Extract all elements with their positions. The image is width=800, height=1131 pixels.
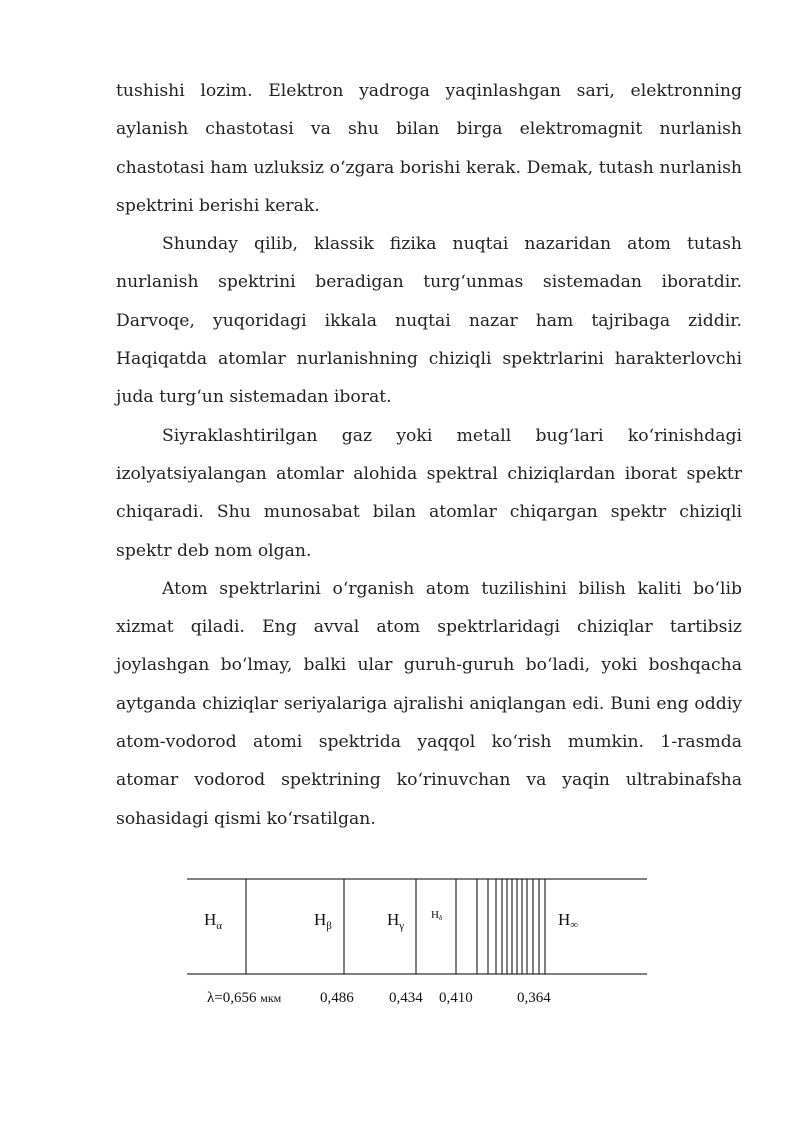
label-h-beta: $H_\beta$	[314, 910, 332, 932]
wavelength-label-410: 0,410	[439, 990, 473, 1006]
paragraph-2: Shunday qilib, klassik fizika nuqtai nazaridan atom tutash nurlanish spektrini beradigan turg‘unmas sistemadan iboratdir. Darvoqe, yuqoridagi ikkala nuqtai nazar ham tajribaga ziddir. Haqiqatda atomlar nurlanishning chiziqli spektrlarini harakterlovchi juda turg‘un sistemadan iborat.	[116, 234, 742, 408]
paragraph-4: Atom spektrlarini o‘rganish atom tuzilishini bilish kaliti bo‘lib xizmat qiladi. Eng avval atom spektrlaridagi chiziqlar tartibsiz joylashgan bo‘lmay, balki ular guruh-guruh bo‘ladi, yoki boshqacha aytganda chiziqlar seriyalariga ajralishi aniqlangan edi. Buni eng oddiy atom-vodorod atomi spektrida yaqqol ko‘rish mumkin. 1-rasmda atomar vodorod spektrining ko‘rinuvchan va yaqin ultrabinafsha sohasidagi qismi ko‘rsatilgan.	[116, 578, 742, 829]
wavelength-label-434: 0,434	[389, 990, 423, 1006]
wavelength-label-656: λ=0,656 мкм	[207, 990, 282, 1006]
wavelength-label-486: 0,486	[320, 990, 354, 1006]
label-h-alpha: $H_\alpha$	[204, 910, 223, 932]
paragraph-3: Siyraklashtirilgan gaz yoki metall bug‘lari ko‘rinishdagi izolyatsiyalangan atomlar alohida spektral chiziqlardan iborat spektr chiqaradi. Shu munosabat bilan atomlar chiqargan spektr chiziqli spektr deb nom olgan.	[116, 425, 742, 561]
wavelength-label-364: 0,364	[517, 990, 551, 1006]
label-h-delta: Hδ	[431, 909, 443, 922]
label-h-infinity: H∞	[558, 910, 579, 931]
paragraph-1: tushishi lozim. Elektron yadroga yaqinlashgan sari, elektronning aylanish chastotasi va shu bilan birga elektromagnit nurlanish chastotasi ham uzluksiz o‘zgara borishi kerak. Demak, tutash nurlanish spektrini berishi kerak.	[116, 81, 742, 216]
label-h-gamma: $H_\gamma$	[387, 910, 405, 932]
